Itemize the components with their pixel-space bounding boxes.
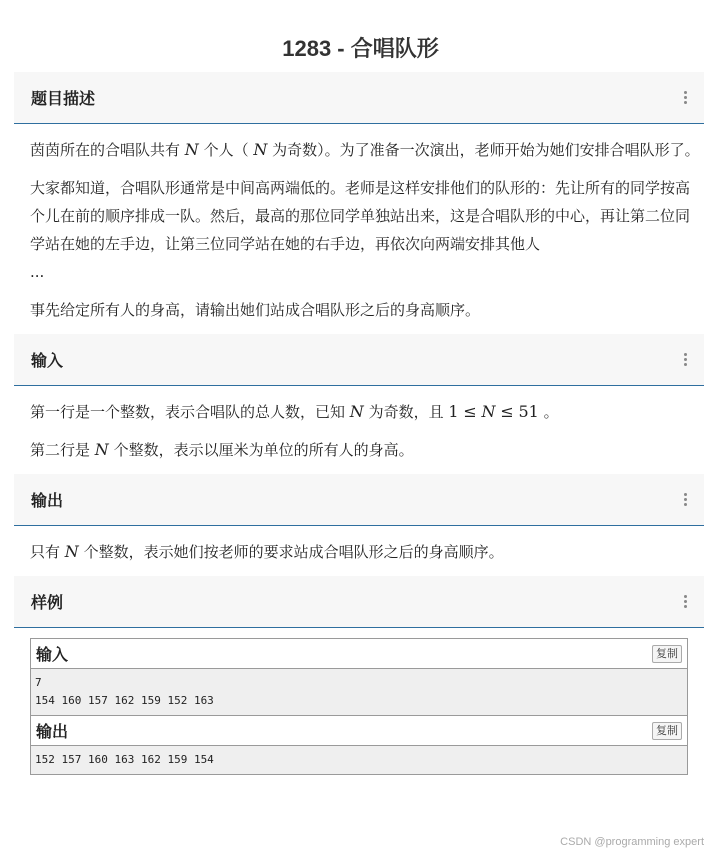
sample-box (30, 638, 688, 775)
math-one: 1 (448, 402, 459, 421)
math-var-n: N (64, 542, 79, 561)
more-options-icon[interactable] (684, 91, 688, 104)
math-var-n: N (184, 140, 199, 159)
section-heading: 样例 (31, 593, 64, 612)
copy-input-button[interactable]: 复制 (652, 645, 682, 663)
section-header (14, 334, 704, 386)
section-output (14, 474, 704, 566)
sample-output-text: 152 157 160 163 162 159 154 (31, 746, 687, 774)
page-title: 1283 - 合唱队形 (282, 36, 439, 61)
math-fiftyone: 51 (518, 402, 539, 421)
description-paragraph-1: 茵茵所在的合唱队共有 N 个人（ N 为奇数）。为了准备一次演出，老师开始为她们安排合唱队形了。 (30, 140, 700, 159)
section-body (14, 526, 704, 566)
input-line-2: 第二行是 N 个整数，表示以厘米为单位的所有人的身高。 (30, 440, 414, 459)
input-line-1: 第一行是一个整数，表示合唱队的总人数，已知 N 为奇数，且 1 ≤ N ≤ 51 。 (30, 402, 559, 421)
math-var-n: N (349, 402, 364, 421)
math-leq: ≤ (463, 402, 477, 421)
more-options-icon[interactable] (684, 493, 688, 506)
sample-output-header (31, 716, 687, 746)
more-options-icon[interactable] (684, 353, 688, 366)
sample-input-text: 7 154 160 157 162 159 152 163 (31, 669, 687, 716)
section-body (14, 386, 704, 464)
section-heading: 题目描述 (31, 89, 96, 108)
description-paragraph-2: 大家都知道，合唱队形通常是中间高两端低的。老师是这样安排他们的队形的：先让所有的同学按高个儿在前的顺序排成一队。然后，最高的那位同学单独站出来，这是合唱队形的中心，再让第二位同学站在她的左手边，让第三位同学站在她的右手边，再依次向两端安排其他人 ... (30, 179, 691, 281)
sample-input-label: 输入 (36, 645, 69, 664)
math-var-n: N (253, 140, 268, 159)
sample-output-label: 输出 (36, 722, 69, 741)
section-input (14, 334, 704, 464)
output-line-1: 只有 N 个整数，表示她们按老师的要求站成合唱队形之后的身高顺序。 (30, 542, 504, 561)
math-leq: ≤ (500, 402, 514, 421)
copy-output-button[interactable]: 复制 (652, 722, 682, 740)
section-heading: 输入 (31, 351, 64, 370)
description-paragraph-3: 事先给定所有人的身高，请输出她们站成合唱队形之后的身高顺序。 (30, 301, 481, 319)
section-sample (14, 576, 704, 775)
section-header (14, 72, 704, 124)
math-var-n: N (94, 440, 109, 459)
more-options-icon[interactable] (684, 595, 688, 608)
section-header (14, 576, 704, 628)
watermark: CSDN @programming expert (560, 836, 704, 848)
section-body (14, 124, 704, 324)
section-description (14, 72, 704, 324)
math-var-n: N (481, 402, 496, 421)
sample-input-header (31, 639, 687, 669)
section-heading: 输出 (31, 491, 64, 510)
section-header (14, 474, 704, 526)
